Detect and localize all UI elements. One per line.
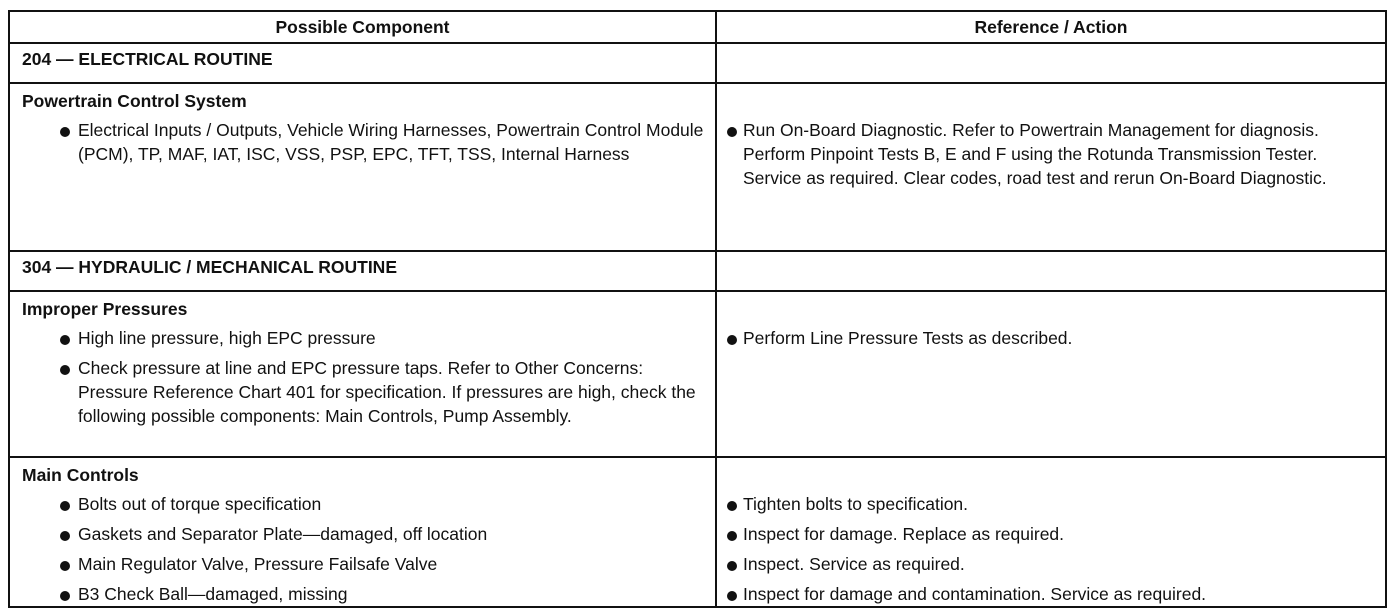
section-empty-cell bbox=[716, 43, 1386, 83]
item-text: Bolts out of torque specification bbox=[78, 494, 322, 514]
pressures-cell bbox=[9, 291, 716, 457]
group-title-powertrain: Powertrain Control System bbox=[22, 91, 247, 111]
section-title-304: 304 — HYDRAULIC / MECHANICAL ROUTINE bbox=[9, 251, 716, 291]
list-item bbox=[10, 582, 715, 606]
action-item bbox=[717, 522, 1385, 546]
bullet-icon bbox=[727, 501, 737, 511]
action-item bbox=[717, 582, 1385, 606]
group-row-main-controls bbox=[9, 457, 1386, 607]
diagnosis-table bbox=[8, 10, 1387, 608]
item-text: Electrical Inputs / Outputs, Vehicle Wiring Harnesses, Powertrain Control Module (PCM), TP, MAF, IAT, ISC, VSS, PSP, EPC, TFT, TSS, Internal Harness bbox=[78, 120, 704, 164]
pressures-action-cell bbox=[716, 291, 1386, 457]
item-text: Gaskets and Separator Plate—damaged, off location bbox=[78, 524, 488, 544]
list-item bbox=[10, 492, 715, 516]
group-row-powertrain bbox=[9, 83, 1386, 251]
action-text: Inspect. Service as required. bbox=[743, 554, 965, 574]
section-title-204: 204 — ELECTRICAL ROUTINE bbox=[9, 43, 716, 83]
group-row-pressures bbox=[9, 291, 1386, 457]
bullet-icon bbox=[727, 127, 737, 137]
action-text: Tighten bolts to specification. bbox=[743, 494, 969, 514]
bullet-icon bbox=[727, 591, 737, 601]
group-title-pressures: Improper Pressures bbox=[22, 299, 188, 319]
action-item bbox=[717, 326, 1385, 350]
action-item bbox=[717, 492, 1385, 516]
action-item bbox=[717, 118, 1385, 190]
action-text: Run On-Board Diagnostic. Refer to Powertrain Management for diagnosis. Perform Pinpoint Tests B, E and F using the Rotunda Transmission Tester. Service as required. Clear codes, road test and rerun On-Board Diagnostic. bbox=[743, 120, 1327, 188]
item-text: High line pressure, high EPC pressure bbox=[78, 328, 376, 348]
action-text: Inspect for damage. Replace as required. bbox=[743, 524, 1065, 544]
item-text: Main Regulator Valve, Pressure Failsafe Valve bbox=[78, 554, 438, 574]
bullet-icon bbox=[60, 127, 70, 137]
bullet-icon bbox=[727, 561, 737, 571]
action-text: Inspect for damage and contamination. Service as required. bbox=[743, 584, 1207, 604]
list-item bbox=[10, 552, 715, 576]
list-item bbox=[10, 118, 715, 166]
bullet-icon bbox=[60, 335, 70, 345]
bullet-icon bbox=[60, 501, 70, 511]
list-item bbox=[10, 522, 715, 546]
powertrain-action-cell bbox=[716, 83, 1386, 251]
bullet-icon bbox=[727, 531, 737, 541]
main-controls-cell bbox=[9, 457, 716, 607]
bullet-icon bbox=[727, 335, 737, 345]
bullet-icon bbox=[60, 561, 70, 571]
bullet-icon bbox=[60, 531, 70, 541]
section-row-304 bbox=[9, 251, 1386, 291]
header-possible-component: Possible Component bbox=[9, 11, 716, 43]
header-row bbox=[9, 11, 1386, 43]
header-reference-action: Reference / Action bbox=[716, 11, 1386, 43]
group-title-main-controls: Main Controls bbox=[22, 465, 139, 485]
item-text: B3 Check Ball—damaged, missing bbox=[78, 584, 348, 604]
list-item bbox=[10, 326, 715, 350]
action-text: Perform Line Pressure Tests as described. bbox=[743, 328, 1073, 348]
bullet-icon bbox=[60, 591, 70, 601]
main-controls-action-cell bbox=[716, 457, 1386, 607]
section-empty-cell bbox=[716, 251, 1386, 291]
item-text: Check pressure at line and EPC pressure taps. Refer to Other Concerns: Pressure Reference Chart 401 for specification. If pressures are high, check the following possible components: Main Controls, Pump Assembly. bbox=[78, 358, 696, 426]
list-item bbox=[10, 356, 715, 428]
powertrain-cell bbox=[9, 83, 716, 251]
action-item bbox=[717, 552, 1385, 576]
bullet-icon bbox=[60, 365, 70, 375]
section-row-204 bbox=[9, 43, 1386, 83]
